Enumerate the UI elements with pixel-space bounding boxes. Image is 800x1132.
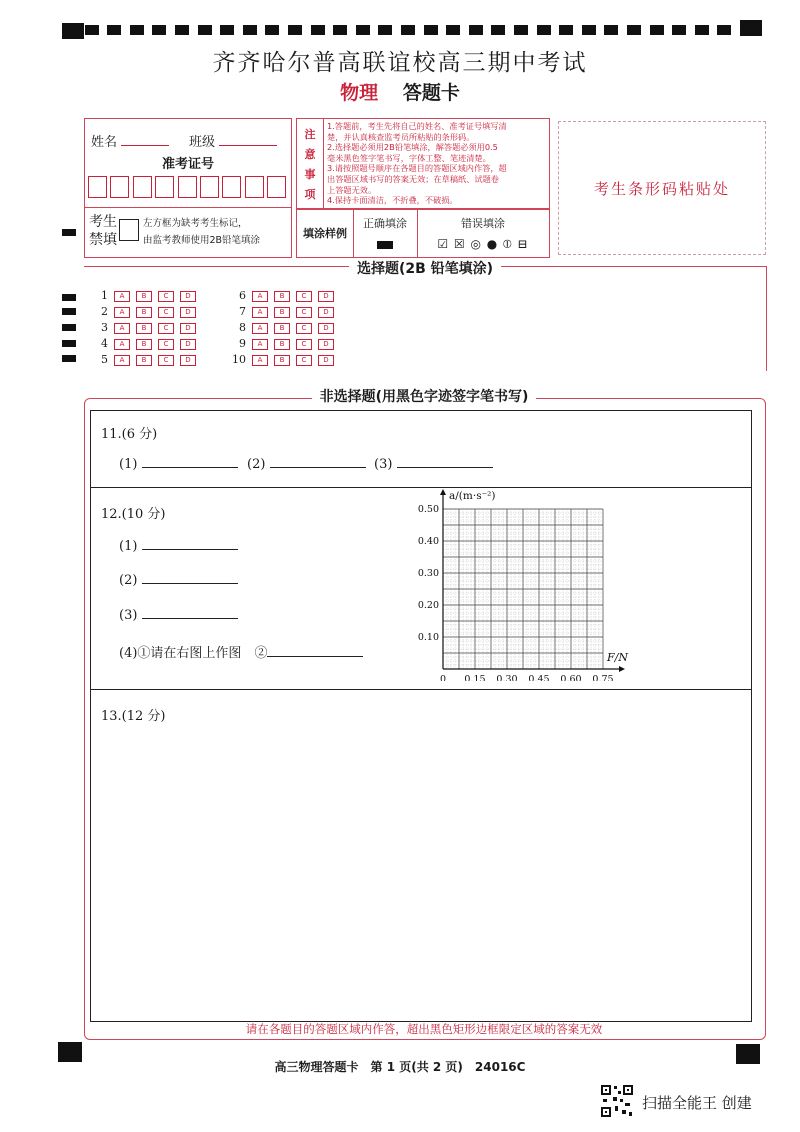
id-digit-cell[interactable] xyxy=(110,176,129,198)
option-bubble[interactable]: C xyxy=(158,291,174,302)
option-bubble[interactable]: A xyxy=(114,291,130,302)
y-tick-label: 0.30 xyxy=(417,568,439,579)
timing-mark xyxy=(62,294,76,301)
option-bubble[interactable]: D xyxy=(180,355,196,366)
answer-line xyxy=(142,467,238,468)
q12-part4-label: (4)①请在右图上作图 xyxy=(119,646,242,661)
timing-mark xyxy=(559,25,573,35)
qr-code-icon xyxy=(600,1084,634,1118)
answer-line xyxy=(142,618,238,619)
option-bubble[interactable]: A xyxy=(252,291,268,302)
timing-mark xyxy=(130,25,144,35)
q12-blank-2-label: (2) xyxy=(119,573,138,588)
option-bubble[interactable]: B xyxy=(274,323,290,334)
nonchoice-title-wrap xyxy=(84,386,764,406)
question-number: 1 xyxy=(101,289,108,302)
notes-box xyxy=(296,118,550,210)
timing-mark xyxy=(62,25,76,35)
option-bubble[interactable]: D xyxy=(318,339,334,350)
option-bubble[interactable]: D xyxy=(180,307,196,318)
option-bubble[interactable]: C xyxy=(158,339,174,350)
note-line: 1.答题前，考生先将自己的姓名、准考证号填写清 xyxy=(327,121,507,131)
q11-blank-3[interactable] xyxy=(374,457,493,472)
timing-mark xyxy=(62,308,76,315)
timing-mark xyxy=(650,25,664,35)
timing-mark xyxy=(537,25,551,35)
y-axis-label: a/(m·s⁻²) xyxy=(449,490,496,502)
option-bubble[interactable]: B xyxy=(136,339,152,350)
question-number: 8 xyxy=(239,321,246,334)
fill-sample-box xyxy=(296,208,550,258)
y-tick-label: 0.20 xyxy=(417,600,439,611)
absent-note xyxy=(143,215,260,249)
question-number: 4 xyxy=(101,337,108,350)
option-bubble[interactable]: B xyxy=(136,323,152,334)
correct-mark xyxy=(377,241,393,249)
timing-mark xyxy=(243,25,257,35)
choice-title-wrap xyxy=(84,258,766,278)
x-tick-label: 0.30 xyxy=(496,674,518,681)
absent-label: 考生禁填 xyxy=(89,214,117,248)
y-tick-label: 0.40 xyxy=(417,536,439,547)
option-bubble[interactable]: B xyxy=(274,291,290,302)
nonchoice-title: 非选择题(用黑色字迹签字笔书写) xyxy=(312,389,537,405)
option-bubble[interactable]: C xyxy=(158,355,174,366)
timing-mark xyxy=(424,25,438,35)
timing-mark xyxy=(514,25,528,35)
name-field[interactable] xyxy=(91,131,169,150)
choice-row xyxy=(90,289,202,303)
exam-title: 齐齐哈尔普高联谊校高三期中考试 xyxy=(212,50,588,76)
question-number: 2 xyxy=(101,305,108,318)
name-line xyxy=(121,145,169,146)
timing-mark xyxy=(695,25,709,35)
timing-mark xyxy=(220,25,234,35)
divider xyxy=(85,207,291,208)
class-label: 班级 xyxy=(189,135,216,150)
answer-line xyxy=(142,583,238,584)
timing-mark xyxy=(582,25,596,35)
answer-line xyxy=(397,467,493,468)
notes-heading-char: 注 xyxy=(304,128,316,141)
x-tick-label: 0.75 xyxy=(592,674,614,681)
timing-mark xyxy=(378,25,392,35)
timing-mark xyxy=(152,25,166,35)
timing-mark xyxy=(62,229,76,236)
choice-row xyxy=(228,337,340,351)
q12-blank-1-label: (1) xyxy=(119,539,138,554)
id-digit-cell[interactable] xyxy=(267,176,286,198)
note-line: 上答题无效。 xyxy=(327,184,377,195)
absent-note-1: 左方框为缺考考生标记， xyxy=(143,218,248,229)
note-line: 毫米黑色签字笔书写，字体工整、笔迹清楚。 xyxy=(327,152,491,163)
q13-label: 13.(12 分) xyxy=(101,709,166,724)
choice-row xyxy=(90,353,202,367)
timing-mark xyxy=(446,25,460,35)
timing-mark xyxy=(311,25,325,35)
x-tick-label: 0 xyxy=(439,674,447,681)
timing-mark xyxy=(265,25,279,35)
question-number: 9 xyxy=(239,337,246,350)
absent-checkbox[interactable] xyxy=(119,219,139,241)
boundary-warning: 请在各题目的答题区域内作答，超出黑色矩形边框限定区域的答案无效 xyxy=(245,1022,603,1036)
id-digit-cell[interactable] xyxy=(200,176,219,198)
choice-row xyxy=(90,321,202,335)
note-line: 楚，并认真核查监考员所粘贴的条形码。 xyxy=(327,131,475,142)
id-digit-cell[interactable] xyxy=(155,176,174,198)
option-bubble[interactable]: D xyxy=(180,291,196,302)
option-bubble[interactable]: A xyxy=(252,307,268,318)
option-bubble[interactable]: D xyxy=(318,307,334,318)
option-bubble[interactable]: A xyxy=(114,307,130,318)
timing-track xyxy=(62,25,740,35)
timing-mark xyxy=(288,25,302,35)
q11-blank-2-label: (2) xyxy=(247,457,266,472)
option-bubble[interactable]: C xyxy=(296,307,312,318)
q11-blank-3-label: (3) xyxy=(374,457,393,472)
question-number: 6 xyxy=(239,289,246,302)
q11-blank-2[interactable] xyxy=(247,457,366,472)
choice-title: 选择题(2B 铅笔填涂) xyxy=(349,261,501,277)
question-number: 5 xyxy=(101,353,108,366)
option-bubble[interactable]: C xyxy=(296,291,312,302)
option-bubble[interactable]: D xyxy=(318,355,334,366)
timing-mark xyxy=(107,25,121,35)
timing-mark xyxy=(175,25,189,35)
timing-mark xyxy=(85,25,99,35)
notes-heading xyxy=(297,119,324,209)
option-bubble[interactable]: B xyxy=(274,355,290,366)
question-number: 3 xyxy=(101,321,108,334)
class-line xyxy=(219,145,277,146)
notes-text xyxy=(327,121,547,206)
choice-row xyxy=(228,305,340,319)
choice-row xyxy=(228,353,340,367)
option-bubble[interactable]: B xyxy=(136,355,152,366)
option-bubble[interactable]: C xyxy=(296,323,312,334)
timing-mark xyxy=(717,25,731,35)
x-axis-label: F/N xyxy=(607,651,628,664)
option-bubble[interactable]: A xyxy=(114,339,130,350)
option-bubble[interactable]: C xyxy=(158,307,174,318)
option-bubble[interactable]: A xyxy=(252,323,268,334)
option-bubble[interactable]: B xyxy=(274,339,290,350)
timing-mark xyxy=(356,25,370,35)
card-subtitle xyxy=(0,78,800,105)
q12-label: 12.(10 分) xyxy=(101,507,166,522)
id-digit-cell[interactable] xyxy=(178,176,197,198)
choice-row xyxy=(90,305,202,319)
barcode-label: 考生条形码粘贴处 xyxy=(593,180,730,198)
y-tick-label: 0.10 xyxy=(417,632,439,643)
option-bubble[interactable]: C xyxy=(296,339,312,350)
name-label: 姓名 xyxy=(91,135,118,150)
q12-part4b-label: ② xyxy=(254,646,268,661)
x-tick-label: 0.60 xyxy=(560,674,582,681)
notes-heading-char: 项 xyxy=(304,188,316,201)
option-bubble[interactable]: D xyxy=(180,339,196,350)
option-bubble[interactable]: B xyxy=(136,307,152,318)
card-label: 答题卡 xyxy=(402,82,460,104)
note-line: 出答题区域书写的答案无效；在草稿纸、试题卷 xyxy=(327,173,499,184)
x-axis-arrow xyxy=(619,666,625,672)
id-digit-cell[interactable] xyxy=(88,176,107,198)
q12-blank-3[interactable] xyxy=(119,608,238,623)
question-number: 10 xyxy=(232,353,246,366)
id-digit-cell[interactable] xyxy=(133,176,152,198)
sample-label: 填涂样例 xyxy=(297,209,354,257)
x-tick-label: 0.45 xyxy=(528,674,550,681)
subject-label: 物理 xyxy=(340,82,379,104)
option-bubble[interactable]: B xyxy=(136,291,152,302)
option-bubble[interactable]: A xyxy=(114,355,130,366)
absent-note-2: 由监考教师使用2B铅笔填涂 xyxy=(143,235,261,246)
option-bubble[interactable]: A xyxy=(114,323,130,334)
choice-row xyxy=(228,289,340,303)
divider xyxy=(91,689,751,690)
notes-heading-char: 事 xyxy=(304,168,316,181)
timing-mark xyxy=(401,25,415,35)
timing-mark xyxy=(62,355,76,362)
note-line: 3.请按照题号顺序在各题目的答题区域内作答，超 xyxy=(327,163,507,174)
question-number: 7 xyxy=(239,305,246,318)
wrong-sample xyxy=(417,209,549,257)
answer-frame xyxy=(90,410,752,1022)
timing-mark xyxy=(627,25,641,35)
y-axis-arrow xyxy=(440,489,446,495)
timing-mark xyxy=(491,25,505,35)
timing-mark xyxy=(740,20,762,36)
q12-blank-3-label: (3) xyxy=(119,608,138,623)
timing-mark xyxy=(198,25,212,35)
id-label: 准考证号 xyxy=(161,157,214,172)
timing-mark xyxy=(62,340,76,347)
option-bubble[interactable]: D xyxy=(318,323,334,334)
q11-blank-1[interactable] xyxy=(119,457,238,472)
note-line: 2.选择题必须用2B铅笔填涂，解答题必须用0.5 xyxy=(327,142,498,153)
q11-blank-1-label: (1) xyxy=(119,457,138,472)
timing-mark xyxy=(672,25,686,35)
option-bubble[interactable]: C xyxy=(296,355,312,366)
answer-line xyxy=(267,656,363,657)
answer-line xyxy=(270,467,366,468)
choice-row xyxy=(90,337,202,351)
q12-blank-2[interactable] xyxy=(119,573,238,588)
option-bubble[interactable]: A xyxy=(252,355,268,366)
acceleration-force-chart[interactable] xyxy=(409,481,639,681)
wrong-label: 错误填涂 xyxy=(461,217,505,230)
barcode-area xyxy=(558,121,766,255)
scanner-brand: 扫描全能王 创建 xyxy=(642,1094,752,1112)
q12-part4[interactable] xyxy=(119,642,363,661)
option-bubble[interactable]: C xyxy=(158,323,174,334)
class-field[interactable] xyxy=(189,131,277,150)
correct-label: 正确填涂 xyxy=(363,217,407,230)
timing-mark xyxy=(62,324,76,331)
option-bubble[interactable]: B xyxy=(274,307,290,318)
answer-line xyxy=(142,549,238,550)
note-line: 4.保持卡面清洁，不折叠，不破损。 xyxy=(327,195,458,206)
page-footer: 高三物理答题卡 第 1 页(共 2 页) 24016C xyxy=(274,1060,526,1074)
q11-label: 11.(6 分) xyxy=(101,427,158,442)
timing-mark xyxy=(333,25,347,35)
choice-row xyxy=(228,321,340,335)
timing-mark xyxy=(604,25,618,35)
option-bubble[interactable]: A xyxy=(252,339,268,350)
q12-blank-1[interactable] xyxy=(119,539,238,554)
id-digit-cell[interactable] xyxy=(245,176,264,198)
y-tick-label: 0.50 xyxy=(417,504,439,515)
notes-heading-char: 意 xyxy=(304,148,316,161)
option-bubble[interactable]: D xyxy=(318,291,334,302)
wrong-marks: ☑ ☒ ◎ ● ⦶ ⊟ xyxy=(437,237,529,251)
option-bubble[interactable]: D xyxy=(180,323,196,334)
timing-mark xyxy=(469,25,483,35)
correct-sample xyxy=(353,209,418,257)
id-digit-cell[interactable] xyxy=(222,176,241,198)
x-tick-label: 0.15 xyxy=(464,674,486,681)
